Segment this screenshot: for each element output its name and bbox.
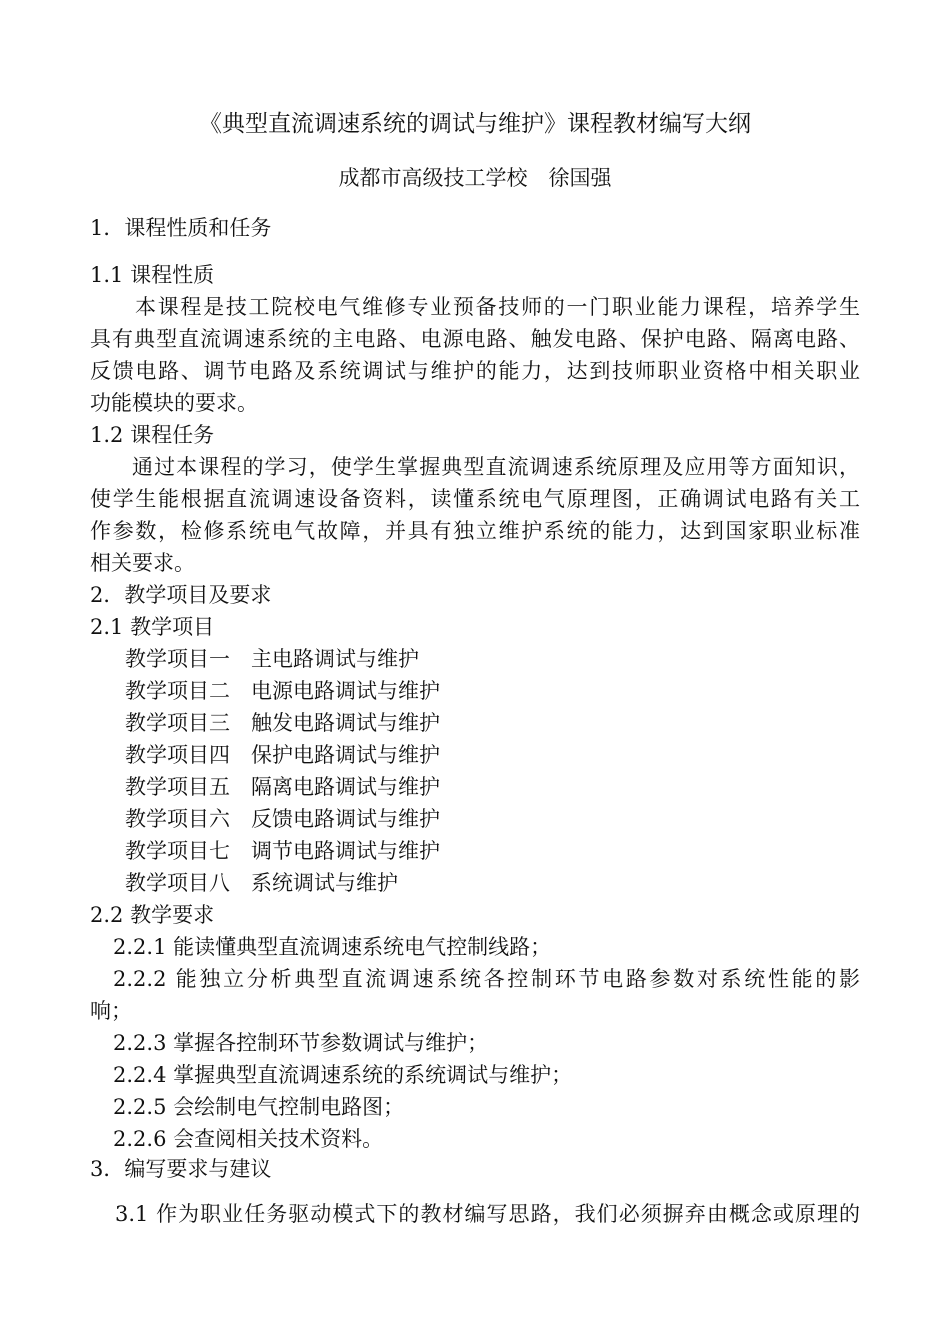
paragraph-line: 反馈电路、调节电路及系统调试与维护的能力，达到技师职业资格中相关职业 [90,359,860,383]
author-line: 成都市高级技工学校 徐国强 [338,166,612,190]
project-item: 教学项目八 系统调试与维护 [125,871,398,895]
project-item: 教学项目六 反馈电路调试与维护 [125,807,440,831]
document-title: 《典型直流调速系统的调试与维护》课程教材编写大纲 [199,111,751,137]
section-3-heading: 3．编写要求与建议 [90,1157,272,1181]
paragraph-line: 相关要求。 [90,551,195,575]
requirement-item: 2.2.2 能独立分析典型直流调速系统各控制环节电路参数对系统性能的影 [113,967,860,991]
requirement-item: 2.2.1 能读懂典型直流调速系统电气控制线路； [113,935,552,959]
project-item: 教学项目四 保护电路调试与维护 [125,743,440,767]
section-1-2-heading: 1.2 课程任务 [90,423,215,447]
requirement-item: 2.2.3 掌握各控制环节参数调试与维护； [113,1031,489,1055]
project-item: 教学项目七 调节电路调试与维护 [125,839,440,863]
section-1-heading: 1．课程性质和任务 [90,216,272,240]
project-item: 教学项目五 隔离电路调试与维护 [125,775,440,799]
requirement-item: 2.2.6 会查阅相关技术资料。 [113,1127,384,1151]
section-2-1-heading: 2.1 教学项目 [90,615,215,639]
section-2-2-heading: 2.2 教学要求 [90,903,215,927]
requirement-item: 2.2.4 掌握典型直流调速系统的系统调试与维护； [113,1063,573,1087]
section-1-1-heading: 1.1 课程性质 [90,263,215,287]
paragraph-line: 3.1 作为职业任务驱动模式下的教材编写思路，我们必须摒弃由概念或原理的 [115,1202,860,1226]
paragraph-line: 作参数，检修系统电气故障，并具有独立维护系统的能力，达到国家职业标准 [90,519,860,543]
requirement-item: 2.2.5 会绘制电气控制电路图； [113,1095,405,1119]
project-item: 教学项目一 主电路调试与维护 [125,647,419,671]
paragraph-line: 通过本课程的学习，使学生掌握典型直流调速系统原理及应用等方面知识， [132,455,860,479]
section-2-heading: 2．教学项目及要求 [90,583,272,607]
requirement-item: 响； [90,999,132,1023]
project-item: 教学项目二 电源电路调试与维护 [125,679,440,703]
project-item: 教学项目三 触发电路调试与维护 [125,711,440,735]
paragraph-line: 使学生能根据直流调速设备资料，读懂系统电气原理图，正确调试电路有关工 [90,487,860,511]
paragraph-line: 功能模块的要求。 [90,391,258,415]
paragraph-line: 本课程是技工院校电气维修专业预备技师的一门职业能力课程，培养学生 [135,295,860,319]
paragraph-line: 具有典型直流调速系统的主电路、电源电路、触发电路、保护电路、隔离电路、 [90,327,860,351]
